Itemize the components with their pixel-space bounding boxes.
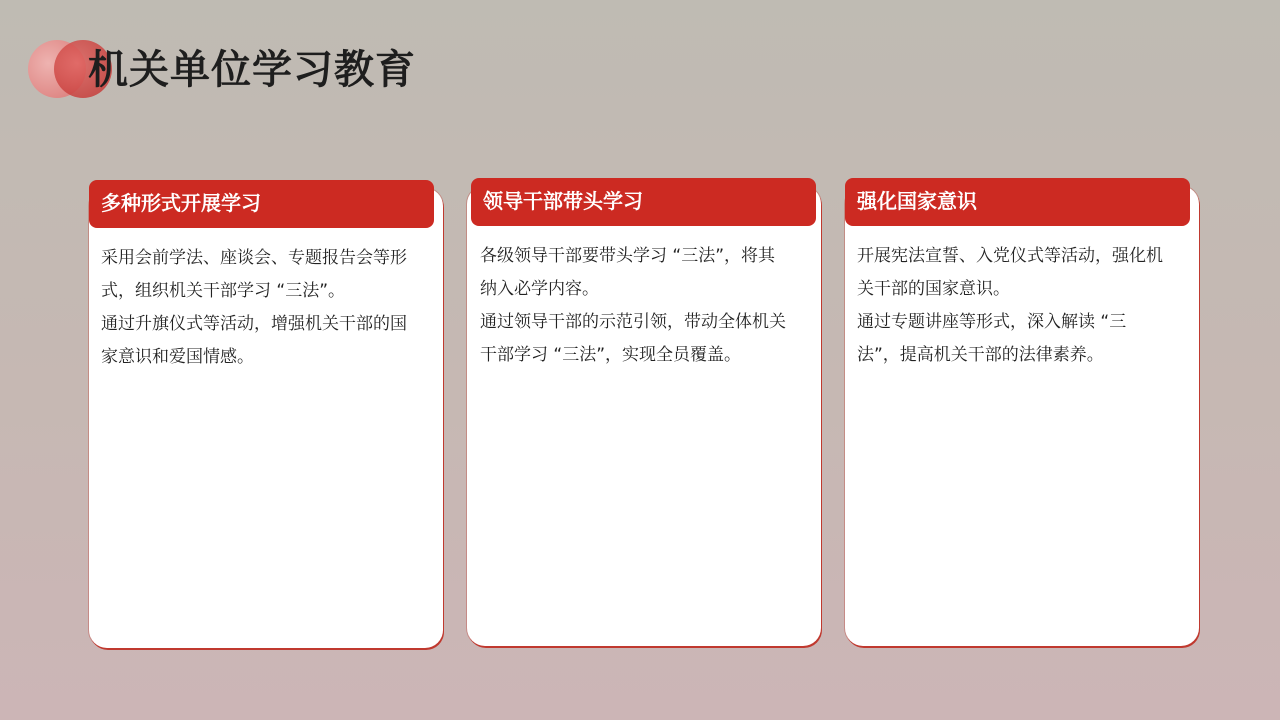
card-paragraph: 采用会前学法、座谈会、专题报告会等形式，组织机关干部学习 “三法”。	[101, 248, 407, 301]
page-title: 机关单位学习教育	[88, 47, 416, 93]
card-heading: 强化国家意识	[845, 178, 1190, 226]
card-paragraph: 开展宪法宣誓、入党仪式等活动，强化机关干部的国家意识。	[857, 246, 1163, 299]
card-heading: 领导干部带头学习	[471, 178, 816, 226]
card-paragraph: 通过升旗仪式等活动，增强机关干部的国家意识和爱国情感。	[101, 314, 407, 367]
card-paragraph: 各级领导干部要带头学习 “三法”，将其纳入必学内容。	[480, 246, 776, 299]
card-multiple-learning-forms	[89, 188, 443, 648]
card-strengthen-national-awareness	[845, 186, 1199, 646]
card-body	[101, 242, 409, 374]
card-body	[480, 240, 787, 372]
card-body	[857, 240, 1165, 372]
card-leaders-take-lead	[467, 186, 821, 646]
card-paragraph: 通过专题讲座等形式，深入解读 “三法”，提高机关干部的法律素养。	[857, 312, 1127, 365]
card-heading: 多种形式开展学习	[89, 180, 434, 228]
card-paragraph: 通过领导干部的示范引领，带动全体机关干部学习 “三法”，实现全员覆盖。	[480, 312, 786, 365]
